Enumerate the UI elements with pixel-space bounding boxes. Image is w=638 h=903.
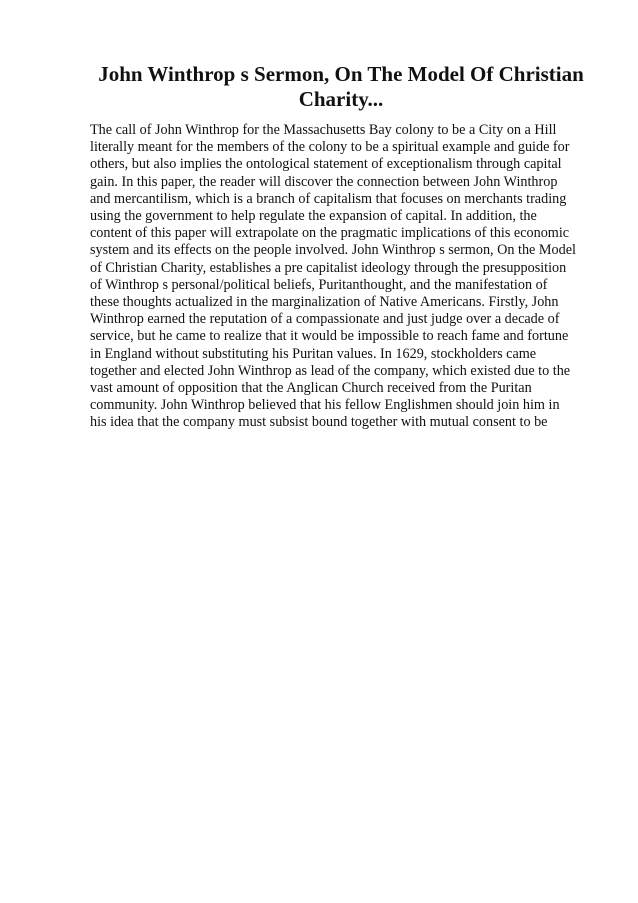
body-line: these thoughts actualized in the marginalization of Native Americans. Firstly, John [90, 294, 559, 311]
body-line: gain. In this paper, the reader will discover the connection between John Winthrop [90, 173, 558, 190]
body-line: Winthrop earned the reputation of a compassionate and just judge over a decade of [90, 311, 560, 328]
body-line: vast amount of opposition that the Anglican Church received from the Puritan [90, 380, 532, 397]
body-line: in England without substituting his Puritan values. In 1629, stockholders came [90, 345, 537, 362]
body-line: his idea that the company must subsist bound together with mutual consent to be [90, 414, 548, 431]
body-line: system and its effects on the people involved. John Winthrop s sermon, On the Model [90, 242, 576, 259]
body-line: community. John Winthrop believed that his fellow Englishmen should join him in [90, 397, 560, 414]
body-line: service, but he came to realize that it would be impossible to reach fame and fortune [90, 328, 569, 345]
body-line: and mercantilism, which is a branch of capitalism that focuses on merchants trading [90, 190, 567, 207]
body-line: literally meant for the members of the colony to be a spiritual example and guide for [90, 139, 570, 156]
document-title [90, 62, 592, 112]
body-line: together and elected John Winthrop as lead of the company, which existed due to the [90, 362, 571, 379]
title-line: John Winthrop s Sermon, On The Model Of Christian [98, 62, 584, 86]
body-line: The call of John Winthrop for the Massachusetts Bay colony to be a City on a Hill [90, 122, 557, 138]
body-line: of Winthrop s personal/political beliefs, Puritanthought, and the manifestation of [90, 276, 548, 293]
body-line: content of this paper will extrapolate on the pragmatic implications of this economic [90, 225, 570, 242]
title-line: Charity... [298, 87, 384, 111]
body-line: of Christian Charity, establishes a pre capitalist ideology through the presupposition [90, 259, 567, 276]
body-line: using the government to help regulate the expansion of capital. In addition, the [90, 208, 537, 225]
body-line: others, but also implies the ontological statement of exceptionalism through capital [90, 156, 562, 173]
body-paragraph [90, 122, 600, 432]
